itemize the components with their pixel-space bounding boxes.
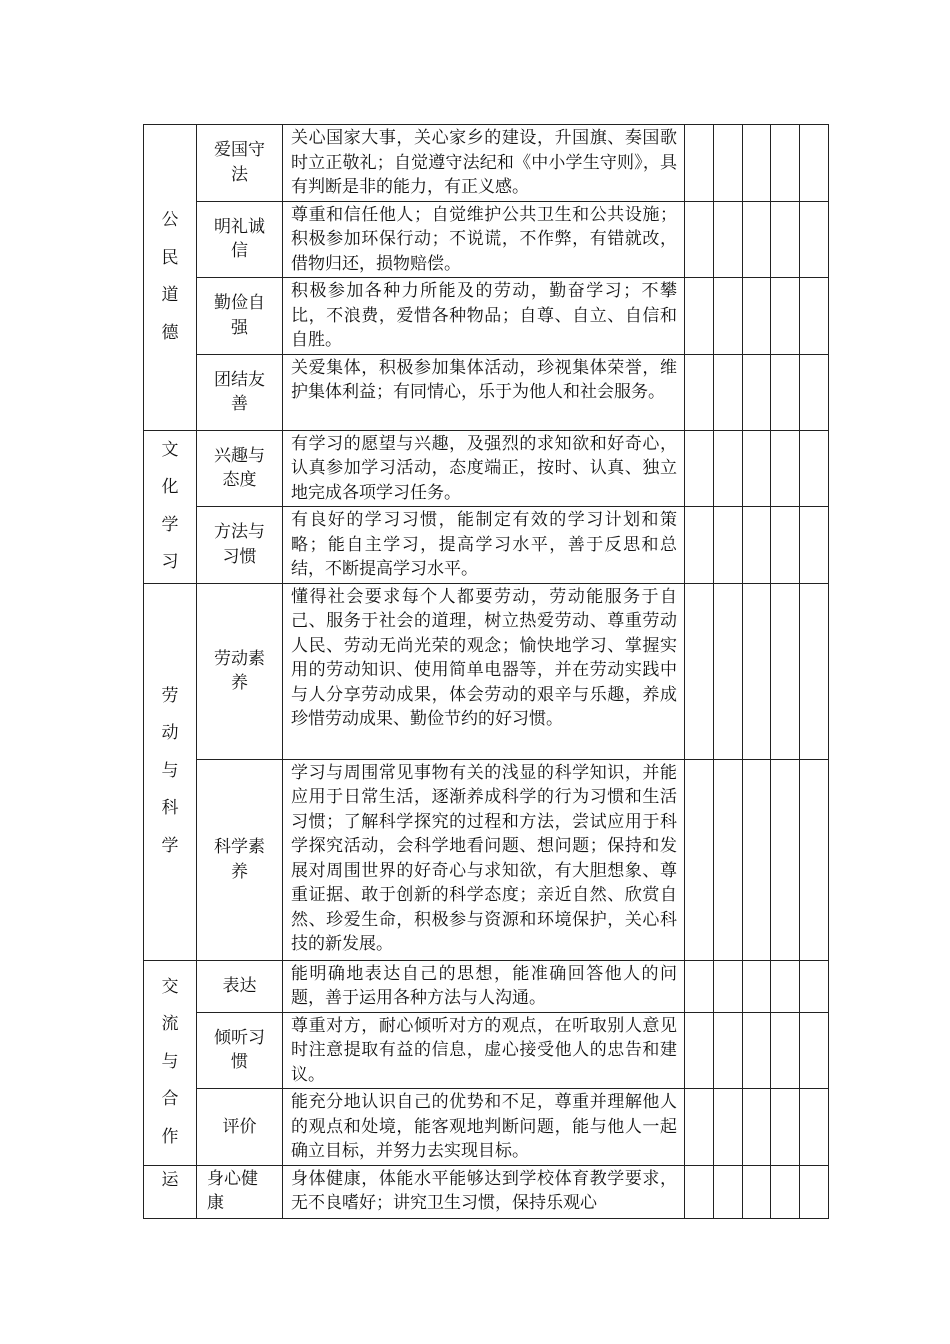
item-description: 尊重对方，耐心倾听对方的观点，在听取别人意见时注意提取有益的信息，虚心接受他人的忠告和建议。 <box>283 1012 685 1089</box>
table-row <box>144 125 829 202</box>
score-cell[interactable] <box>743 201 771 278</box>
category-culture-study: 文 化 学 习 <box>144 430 197 583</box>
score-cell[interactable] <box>743 125 771 202</box>
score-cell[interactable] <box>685 960 714 1012</box>
score-cell[interactable] <box>743 1165 771 1218</box>
item-description: 有良好的学习习惯，能制定有效的学习计划和策略；能自主学习，提高学习水平，善于反思和总结，不断提高学习水平。 <box>283 507 685 584</box>
item-label: 评价 <box>197 1089 283 1166</box>
table-row <box>144 201 829 278</box>
score-cell[interactable] <box>714 430 743 507</box>
table-row <box>144 278 829 355</box>
item-description: 尊重和信任他人；自觉维护公共卫生和公共设施；积极参加环保行动；不说谎，不作弊，有错就改，借物归还，损物赔偿。 <box>283 201 685 278</box>
table-row <box>144 759 829 960</box>
item-label: 身心健康 <box>197 1165 283 1218</box>
score-cell[interactable] <box>743 960 771 1012</box>
table-row <box>144 1012 829 1089</box>
item-description: 身体健康，体能水平能够达到学校体育教学要求，无不良嗜好；讲究卫生习惯，保持乐观心 <box>283 1165 685 1218</box>
score-cell[interactable] <box>714 201 743 278</box>
item-description: 积极参加各种力所能及的劳动，勤奋学习；不攀比，不浪费，爱惜各种物品；自尊、自立、自信和自胜。 <box>283 278 685 355</box>
score-cell[interactable] <box>800 201 829 278</box>
score-cell[interactable] <box>714 354 743 430</box>
score-cell[interactable] <box>685 430 714 507</box>
table-row <box>144 1165 829 1218</box>
item-label: 劳动素养 <box>197 583 283 759</box>
score-cell[interactable] <box>685 583 714 759</box>
score-cell[interactable] <box>714 1089 743 1166</box>
score-cell[interactable] <box>714 1165 743 1218</box>
score-cell[interactable] <box>714 125 743 202</box>
score-cell[interactable] <box>743 278 771 355</box>
score-cell[interactable] <box>771 1012 800 1089</box>
score-cell[interactable] <box>771 759 800 960</box>
score-cell[interactable] <box>800 960 829 1012</box>
table-row <box>144 583 829 759</box>
score-cell[interactable] <box>800 1012 829 1089</box>
score-cell[interactable] <box>743 507 771 584</box>
score-cell[interactable] <box>800 583 829 759</box>
score-cell[interactable] <box>771 960 800 1012</box>
score-cell[interactable] <box>800 759 829 960</box>
score-cell[interactable] <box>714 1012 743 1089</box>
item-label: 表达 <box>197 960 283 1012</box>
score-cell[interactable] <box>800 1089 829 1166</box>
item-label: 勤俭自强 <box>197 278 283 355</box>
score-cell[interactable] <box>743 354 771 430</box>
score-cell[interactable] <box>800 125 829 202</box>
score-cell[interactable] <box>771 201 800 278</box>
score-cell[interactable] <box>714 507 743 584</box>
score-cell[interactable] <box>685 507 714 584</box>
item-description: 关爱集体，积极参加集体活动，珍视集体荣誉，维护集体利益；有同情心，乐于为他人和社会服务。 <box>283 354 685 430</box>
score-cell[interactable] <box>771 1089 800 1166</box>
item-label: 倾听习惯 <box>197 1012 283 1089</box>
score-cell[interactable] <box>743 430 771 507</box>
item-description: 学习与周围常见事物有关的浅显的科学知识，并能应用于日常生活，逐渐养成科学的行为习惯和生活习惯；了解科学探究的过程和方法，尝试应用于科学探究活动，会科学地看问题、想问题；保持和发展对周围世界的好奇心与求知欲，有大胆想象、尊重证据、敢于创新的科学态度；亲近自然、欣赏自然、珍爱生命，积极参与资源和环境保护，关心科技的新发展。 <box>283 759 685 960</box>
item-label: 明礼诚信 <box>197 201 283 278</box>
score-cell[interactable] <box>771 1165 800 1218</box>
score-cell[interactable] <box>771 507 800 584</box>
item-description: 懂得社会要求每个人都要劳动，劳动能服务于自己、服务于社会的道理，树立热爱劳动、尊重劳动人民、劳动无尚光荣的观念；愉快地学习、掌握实用的劳动知识、使用简单电器等，并在劳动实践中与人分享劳动成果，体会劳动的艰辛与乐趣，养成珍惜劳动成果、勤俭节约的好习惯。 <box>283 583 685 759</box>
score-cell[interactable] <box>685 759 714 960</box>
score-cell[interactable] <box>685 278 714 355</box>
table-row <box>144 1089 829 1166</box>
item-description: 能明确地表达自己的思想，能准确回答他人的问题，善于运用各种方法与人沟通。 <box>283 960 685 1012</box>
score-cell[interactable] <box>685 125 714 202</box>
item-label: 科学素养 <box>197 759 283 960</box>
score-cell[interactable] <box>685 1089 714 1166</box>
score-cell[interactable] <box>714 278 743 355</box>
score-cell[interactable] <box>800 430 829 507</box>
score-cell[interactable] <box>743 1089 771 1166</box>
item-description: 有学习的愿望与兴趣，及强烈的求知欲和好奇心，认真参加学习活动，态度端正，按时、认真、独立地完成各项学习任务。 <box>283 430 685 507</box>
item-description: 能充分地认识自己的优势和不足，尊重并理解他人的观点和处境，能客观地判断问题，能与他人一起确立目标，并努力去实现目标。 <box>283 1089 685 1166</box>
score-cell[interactable] <box>771 125 800 202</box>
table-row <box>144 354 829 430</box>
score-cell[interactable] <box>714 960 743 1012</box>
score-cell[interactable] <box>771 583 800 759</box>
score-cell[interactable] <box>685 1012 714 1089</box>
item-label: 方法与习惯 <box>197 507 283 584</box>
category-communication-cooperation: 交 流 与 合 作 <box>144 960 197 1165</box>
category-sport: 运 <box>144 1165 197 1218</box>
category-civic-morality: 公 民 道 德 <box>144 125 197 431</box>
score-cell[interactable] <box>685 201 714 278</box>
item-label: 兴趣与态度 <box>197 430 283 507</box>
score-cell[interactable] <box>743 583 771 759</box>
score-cell[interactable] <box>771 354 800 430</box>
score-cell[interactable] <box>685 354 714 430</box>
score-cell[interactable] <box>800 278 829 355</box>
score-cell[interactable] <box>800 1165 829 1218</box>
category-labor-science: 劳 动 与 科 学 <box>144 583 197 960</box>
item-label: 团结友善 <box>197 354 283 430</box>
table-row <box>144 507 829 584</box>
score-cell[interactable] <box>714 583 743 759</box>
score-cell[interactable] <box>743 759 771 960</box>
table-row <box>144 960 829 1012</box>
score-cell[interactable] <box>714 759 743 960</box>
item-description: 关心国家大事，关心家乡的建设，升国旗、奏国歌时立正敬礼；自觉遵守法纪和《中小学生守则》，具有判断是非的能力，有正义感。 <box>283 125 685 202</box>
score-cell[interactable] <box>743 1012 771 1089</box>
table-row <box>144 430 829 507</box>
item-label: 爱国守法 <box>197 125 283 202</box>
score-cell[interactable] <box>771 430 800 507</box>
score-cell[interactable] <box>771 278 800 355</box>
score-cell[interactable] <box>685 1165 714 1218</box>
evaluation-table <box>143 124 829 1219</box>
score-cell[interactable] <box>800 354 829 430</box>
score-cell[interactable] <box>800 507 829 584</box>
